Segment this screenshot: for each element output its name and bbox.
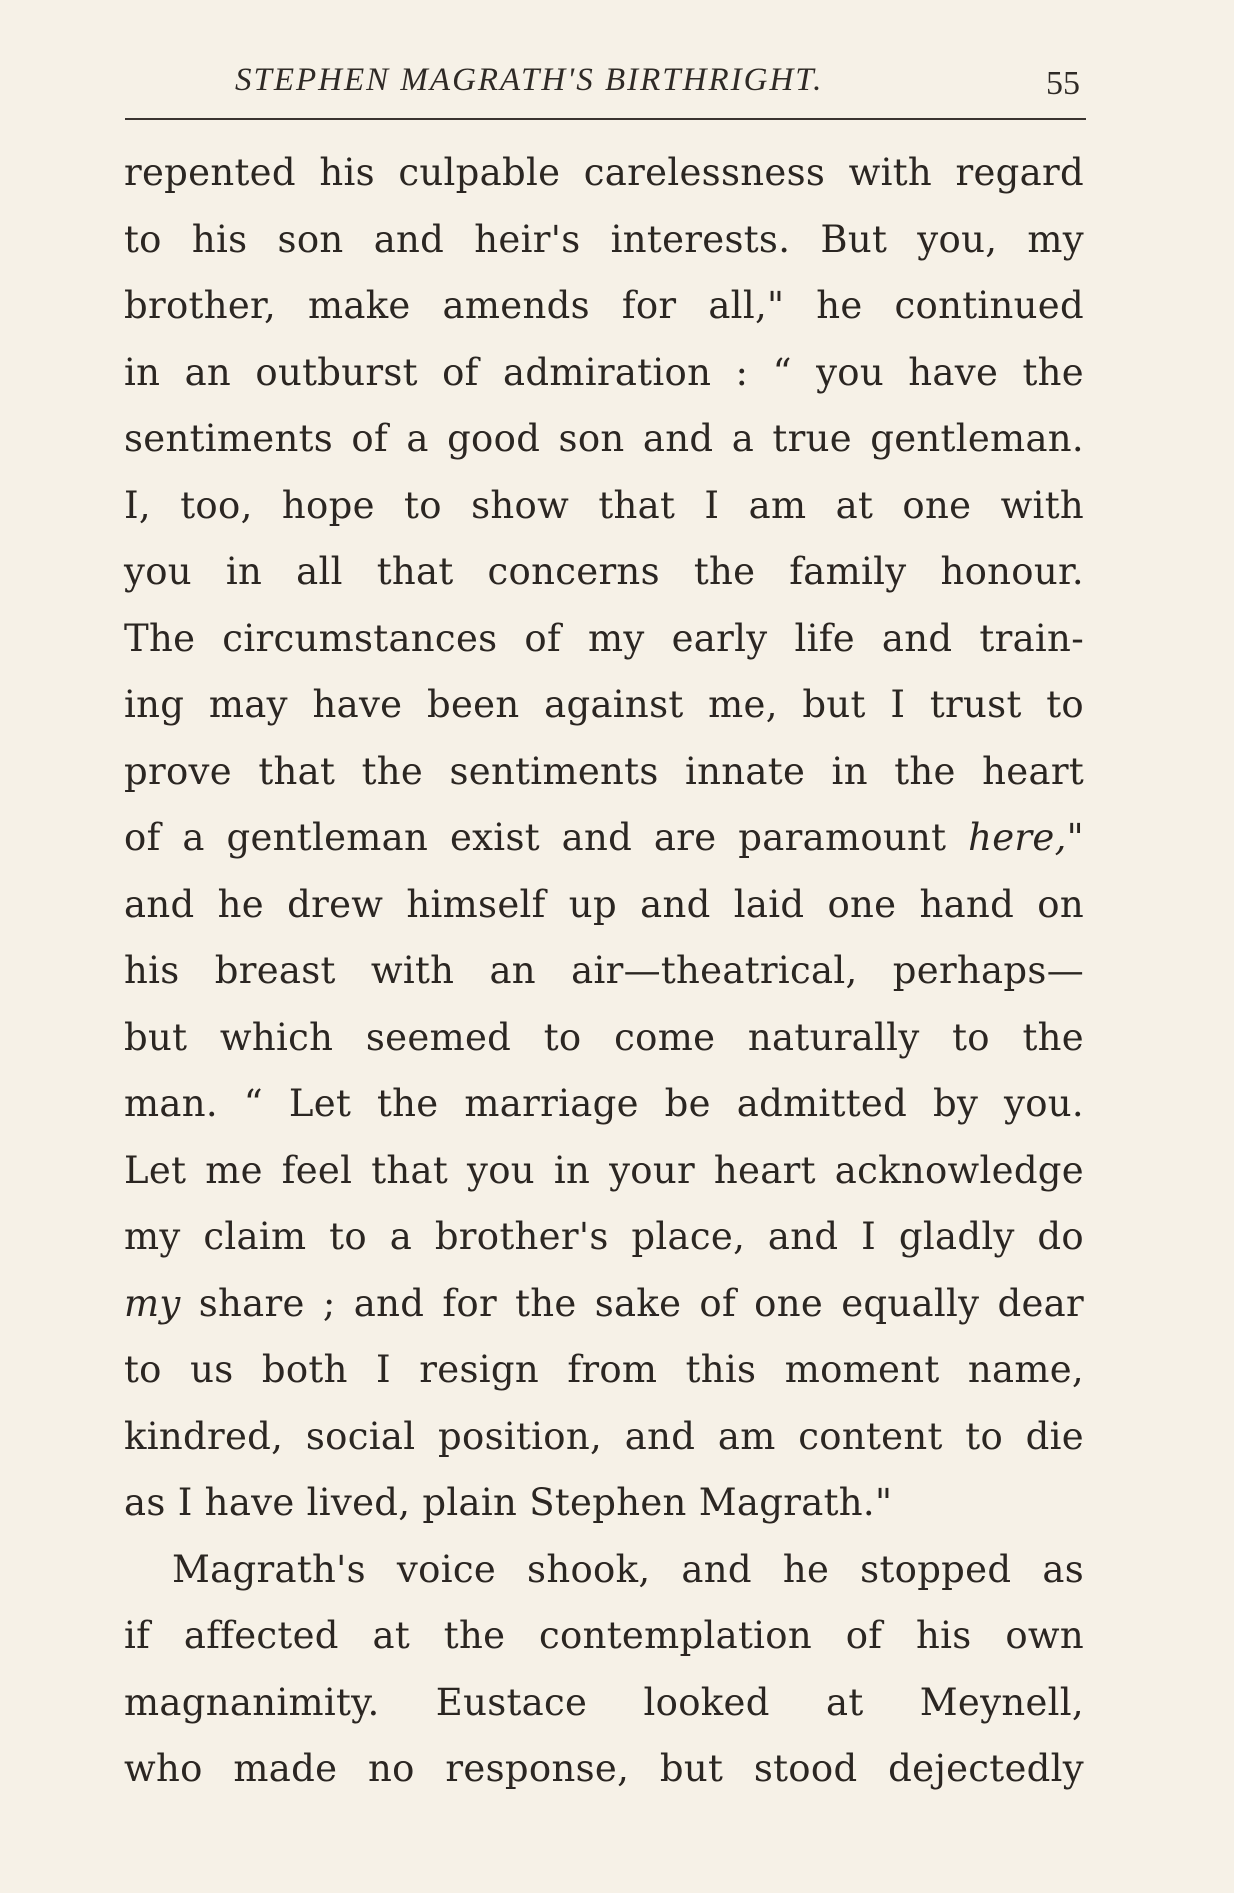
italic-word: my xyxy=(124,1281,181,1325)
text-line: his breast with an air—theatrical, perhaps— xyxy=(124,949,1084,992)
text-line: in an outburst of admiration : “ you have the xyxy=(124,350,1084,394)
text-line: magnanimity. Eustace looked at Meynell, xyxy=(124,1680,1084,1724)
text-line: if affected at the contemplation of his own xyxy=(124,1614,1084,1657)
text-line: to us both I resign from this moment name, xyxy=(124,1348,1084,1391)
text-line: sentiments of a good son and a true gentleman. xyxy=(124,417,1084,460)
text-line: who made no response, but stood dejectedly xyxy=(124,1747,1084,1790)
text-line: I, too, hope to show that I am at one with xyxy=(124,483,1084,527)
text-line: but which seemed to come naturally to the xyxy=(124,1015,1084,1059)
text-line: prove that the sentiments innate in the heart xyxy=(124,749,1084,793)
text-line xyxy=(124,805,1084,872)
text-line: Let me feel that you in your heart acknowledge xyxy=(124,1148,1084,1192)
text-segment: share ; and for the sake of one equally dear xyxy=(198,1281,1085,1325)
italic-word: here," xyxy=(968,816,1084,859)
text-segment: of a gentleman exist and are paramount xyxy=(124,816,947,859)
text-line: kindred, social position, and am content to die xyxy=(124,1414,1084,1458)
header-rule xyxy=(125,118,1086,120)
running-title: STEPHEN MAGRATH'S BIRTHRIGHT. xyxy=(235,62,824,98)
running-head xyxy=(125,56,1086,104)
text-line xyxy=(124,1271,1084,1338)
text-line: repented his culpable carelessness with regard xyxy=(124,151,1084,194)
text-line: The circumstances of my early life and train- xyxy=(124,616,1084,660)
text-line: Magrath's voice shook, and he stopped as xyxy=(172,1547,1084,1591)
text-line: man. “ Let the marriage be admitted by you. xyxy=(124,1082,1084,1125)
text-line: to his son and heir's interests. But you, my xyxy=(124,217,1084,261)
text-line: as I have lived, plain Stephen Magrath." xyxy=(124,1481,893,1524)
body-text xyxy=(124,140,1084,1803)
text-line: ing may have been against me, but I trust to xyxy=(124,683,1084,726)
text-line: brother, make amends for all," he continued xyxy=(124,284,1084,327)
text-line: my claim to a brother's place, and I gladly do xyxy=(124,1215,1084,1258)
page-number: 55 xyxy=(1046,65,1080,102)
text-line: you in all that concerns the family honour. xyxy=(124,550,1084,593)
text-line: and he drew himself up and laid one hand on xyxy=(124,882,1084,926)
